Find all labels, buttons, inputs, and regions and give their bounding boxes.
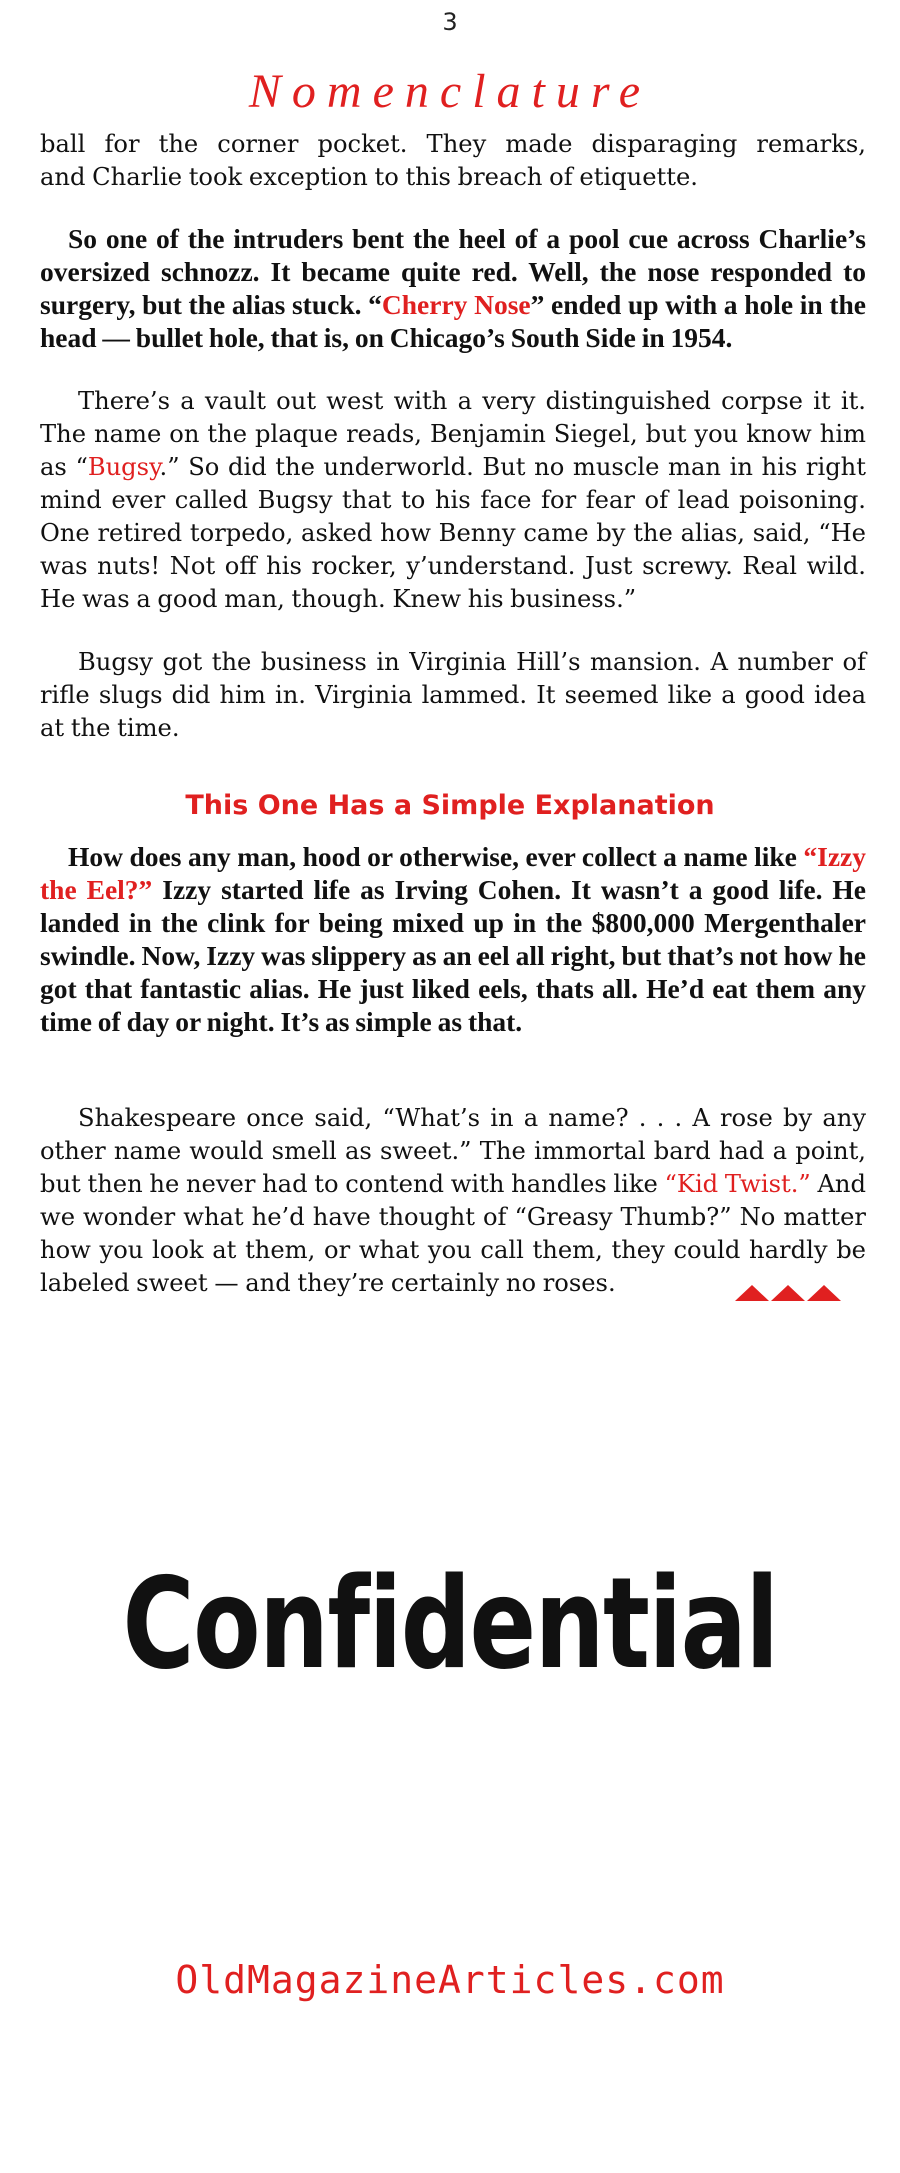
triangle-icon (771, 1285, 805, 1301)
alias-kid-twist: “Kid Twist.” (664, 1170, 811, 1198)
paragraph-2-text-b: ” ended up with a hole in the head — bullet hole, that is, on Chicago’s South Side in 1954. (40, 289, 866, 353)
paragraph-5-text-a: How does any man, hood or otherwise, ever collect a name like (68, 841, 804, 872)
paragraph-6-text-a: Shakespeare once said, “What’s in a name? . . . A rose by any other name would smell as sweet.” The immortal bard had a point, but then he never had to contend with handles like (40, 1104, 866, 1198)
paragraph-5 (40, 840, 866, 1038)
triangle-icon (807, 1285, 841, 1301)
paragraph-2-text (40, 222, 866, 354)
paragraph-6-text-b: And we wonder what he’d have thought of “Greasy Thumb?” No matter how you look at them, or what you call them, they could hardly be labeled sweet — and they’re certainly no roses. (40, 1170, 866, 1297)
paragraph-3-text (40, 385, 866, 616)
paragraph-5-text-b: Izzy started life as Irving Cohen. It wasn’t a good life. He landed in the clink for being mixed up in the $800,000 Mergenthaler swindle. Now, Izzy was slippery as an eel all right, but that’s not how he got that fantastic alias. He just liked eels, thats all. He’d eat them any time of day or night. It’s as simple as that. (40, 874, 866, 1037)
paragraph-3-text-a: There’s a vault out west with a very distinguished corpse it it. The name on the plaque reads, Benjamin Siegel, but you know him as “ (40, 387, 866, 481)
paragraph-1 (40, 128, 866, 194)
paragraph-6-text (40, 1102, 866, 1300)
alias-bugsy: Bugsy (87, 453, 160, 481)
page-number: 3 (442, 8, 458, 36)
paragraph-1-line-1: ball for the corner pocket. They made disparaging remarks, (40, 130, 866, 158)
magazine-logo: Confidential (122, 1550, 778, 1697)
paragraph-4-text: Bugsy got the business in Virginia Hill’s mansion. A number of rifle slugs did him in. Virginia lammed. It seemed like a good idea at the time. (40, 648, 866, 742)
alias-izzy-the-eel: “Izzy the Eel?” (40, 841, 866, 905)
paragraph-6 (40, 1102, 866, 1300)
paragraph-3 (40, 385, 866, 616)
end-of-article-marks (735, 1285, 841, 1301)
paragraph-2 (40, 222, 866, 354)
paragraph-1-line-2: and Charlie took exception to this breach of etiquette. (40, 163, 698, 191)
website-link[interactable]: OldMagazineArticles.com (175, 1958, 725, 2002)
triangle-icon (735, 1285, 769, 1301)
paragraph-4 (40, 646, 866, 745)
paragraph-2-text-a: So one of the intruders bent the heel of a pool cue across Charlie’s oversized schnozz. It became quite red. Well, the nose responded to surgery, but the alias stuck. “ (40, 223, 866, 320)
paragraph-3-text-b: .” So did the underworld. But no muscle man in his right mind ever called Bugsy that to his face for fear of lead poisoning. One retired torpedo, asked how Benny came by the alias, said, “He was nuts! Not off his rocker, y’understand. Just screwy. Real wild. He was a good man, though. Knew his business.” (40, 453, 866, 613)
section-heading: This One Has a Simple Explanation (185, 790, 715, 821)
paragraph-5-text (40, 840, 866, 1038)
page-title: Nomenclature (248, 65, 652, 118)
alias-cherry-nose: Cherry Nose (381, 289, 531, 320)
